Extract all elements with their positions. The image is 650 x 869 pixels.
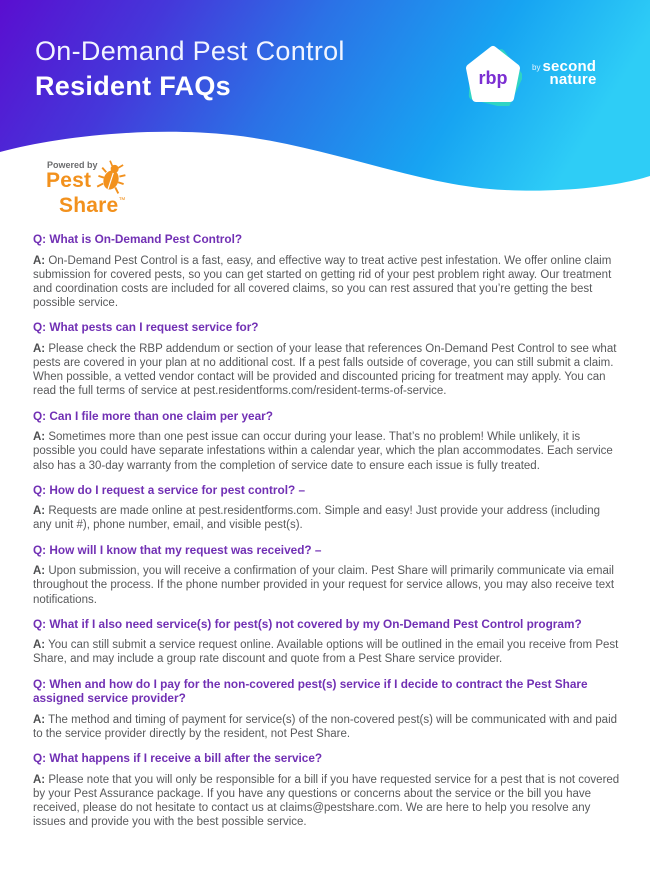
second-nature-line2: nature xyxy=(549,71,597,88)
faq-answer xyxy=(33,564,621,607)
answer-prefix: A: xyxy=(33,713,46,726)
faq-answer xyxy=(33,504,621,532)
faq-answer xyxy=(33,713,621,741)
second-nature-line1: second xyxy=(542,58,597,75)
faq-item xyxy=(33,320,621,398)
faq-question: Q: What pests can I request service for? xyxy=(33,320,259,335)
answer-prefix: A: xyxy=(33,342,46,355)
answer-text: Sometimes more than one pest issue can occur during your lease. That’s no problem! While unlikely, it is possible you could have separate infestations within a calendar year, which the plan accommodates. Each service also has a 30-day warranty from the completion of service date to ensure each issue is fully treated. xyxy=(33,431,613,472)
faq-question: Q: How will I know that my request was received? – xyxy=(33,542,322,557)
answer-prefix: A: xyxy=(33,505,46,518)
answer-prefix: A: xyxy=(33,431,46,444)
faq-question: Q: Can I file more than one claim per year? xyxy=(33,408,273,423)
faq-answer xyxy=(33,254,621,311)
page-title: On-Demand Pest Control xyxy=(35,36,345,66)
pest-share-line2-text: Share xyxy=(59,194,119,217)
answer-text: On-Demand Pest Control is a fast, easy, and effective way to treat active pest infestation. We offer online claim submission for covered pests, so you can get started on getting rid of your pest problem right away. Our treatment and coordination costs are included for all covered claims, so you can rest assured that you’re getting the best possible service. xyxy=(33,254,612,310)
faq-item xyxy=(33,483,621,533)
answer-text: Requests are made online at pest.residentforms.com. Simple and easy! Just provide your address (including any unit #), phone number, email, and visible pest(s). xyxy=(33,505,600,532)
answer-prefix: A: xyxy=(33,773,46,786)
faq-item xyxy=(33,677,621,741)
answer-prefix: A: xyxy=(33,254,46,267)
faq-question: Q: How do I request a service for pest control? – xyxy=(33,482,306,497)
faq-question: Q: What is On-Demand Pest Control? xyxy=(33,232,243,246)
pest-share-line1: Pest xyxy=(46,169,92,192)
faq-question: Q: What happens if I receive a bill after the service? xyxy=(33,751,323,766)
faq-answer xyxy=(33,430,621,473)
answer-prefix: A: xyxy=(33,639,46,652)
answer-text: Please note that you will only be responsible for a bill if you have requested service for a pest that is not covered by your Pest Assurance package. If you have any questions or concerns about the service or the bill you have received, please do not hesitate to contact us at claims@pestshare.com. We are here to help you resolve any issues and provide you with the best possible service. xyxy=(33,773,620,829)
by-label: by xyxy=(532,63,541,72)
faq-answer xyxy=(33,773,621,830)
page-subtitle: Resident FAQs xyxy=(35,71,231,101)
answer-text: Upon submission, you will receive a confirmation of your claim. Pest Share will primarily communicate via email throughout the process. If the phone number provided in your request for service allows, you may also receive text notifications. xyxy=(33,565,615,606)
rbp-logo-text: rbp xyxy=(478,68,508,88)
faq-item xyxy=(33,617,621,667)
faq-question: Q: When and how do I pay for the non-covered pest(s) service if I decide to contract the Pest Share assigned service provider? xyxy=(33,676,588,706)
answer-text: You can still submit a service request online. Available options will be outlined in the email you receive from Pest Share, and may include a group rate discount and quote from a Pest Share service provider. xyxy=(33,639,619,666)
faq-answer xyxy=(33,638,621,666)
trademark-symbol: ™ xyxy=(118,197,126,204)
faq-answer xyxy=(33,342,621,399)
answer-text: The method and timing of payment for service(s) of the non-covered pest(s) will be communicated with and paid to the service provider directly by the resident, not Pest Share. xyxy=(33,713,618,740)
answer-prefix: A: xyxy=(33,565,46,578)
faq-item xyxy=(33,232,621,310)
faq-item xyxy=(33,543,621,607)
powered-by-label: Powered by xyxy=(47,160,98,170)
faq-item xyxy=(33,751,621,829)
faq-question: Q: What if I also need service(s) for pest(s) not covered by my On-Demand Pest Control program? xyxy=(33,616,582,631)
faq-item xyxy=(33,409,621,473)
answer-text: Please check the RBP addendum or section of your lease that references On-Demand Pest Control to see what pests are covered in your plan at no additional cost. If a pest falls outside of coverage, you can still submit a claim. When possible, a vetted vendor contact will be provided and discounted pricing for treatment may apply. You can read the full terms of service at pest.residentforms.com/resident-terms-of-service. xyxy=(33,342,617,398)
